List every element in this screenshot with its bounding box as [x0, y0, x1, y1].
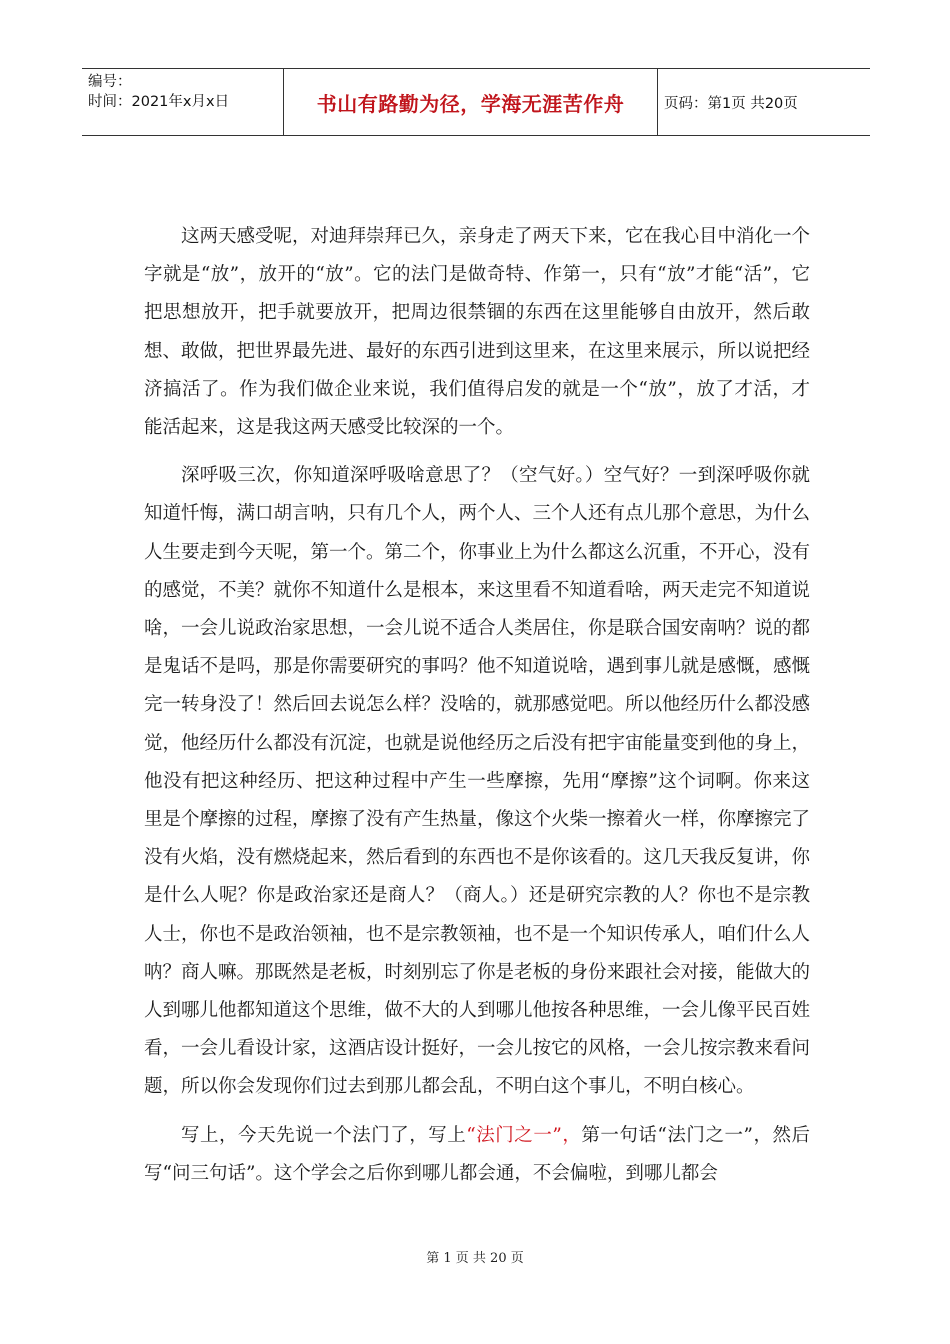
paragraph-2: 深呼吸三次，你知道深呼吸啥意思了？（空气好。）空气好？一到深呼吸你就知道忏悔，满口胡言呐，只有几个人，两个人、三个人还有点儿那个意思，为什么人生要走到今天呢，第一个。第二个，你事业上为什么都这么沉重，不开心，没有的感觉，不美？就你不知道什么是根本，来这里看不知道看啥，两天走完不知道说啥，一会儿说政治家思想，一会儿说不适合人类居住，你是联合国安南呐？说的都是鬼话不是吗，那是你需要研究的事吗？他不知道说啥，遇到事儿就是感慨，感慨完一转身没了！然后回去说怎么样？没啥的，就那感觉吧。所以他经历什么都没感觉，他经历什么都没有沉淀，也就是说他经历之后没有把宇宙能量变到他的身上，他没有把这种经历、把这种过程中产生一些摩擦，先用“摩擦”这个词啊。你来这里是个摩擦的过程，摩擦了没有产生热量，像这个火柴一擦着火一样，你摩擦完了没有火焰，没有燃烧起来，然后看到的东西也不是你该看的。这几天我反复讲，你是什么人呢？你是政治家还是商人？（商人。）还是研究宗教的人？你也不是宗教人士，你也不是政治领袖，也不是宗教领袖，也不是一个知识传承人，咱们什么人呐？商人嘛。那既然是老板，时刻别忘了你是老板的身份来跟社会对接，能做大的人到哪儿他都知道这个思维，做不大的人到哪儿他按各种思维，一会儿像平民百姓看，一会儿看设计家，这酒店设计挺好，一会儿按它的风格，一会儿按宗教来看问题，所以你会发现你们过去到那儿都会乱，不明白这个事儿，不明白核心。: [144, 465, 811, 1098]
header-page-info: 页码：第1页 共20页: [664, 95, 798, 112]
header-meta-cell: [82, 69, 284, 135]
page-footer: 第 1 页 共 20 页: [426, 1251, 524, 1266]
header-motto: 书山有路勤为径，学海无涯苦作舟: [284, 69, 658, 135]
paragraph-3-end: 第一句话“法门之一”，然后写“问三句话”。这个学会之后你到哪儿都会通，不会偏啦，到哪儿都会: [144, 1124, 811, 1184]
paragraph-1: 这两天感受呢，对迪拜崇拜已久，亲身走了两天下来，它在我心目中消化一个字就是“放”，放开的“放”。它的法门是做奇特、作第一，只有“放”才能“活”，它把思想放开，把手就要放开，把周边很禁锢的东西在这里能够自由放开，然后敢想、敢做，把世界最先进、最好的东西引进到这里来，在这里来展示，所以说把经济搞活了。作为我们做企业来说，我们值得启发的就是一个“放”，放了才活，才能活起来，这是我这两天感受比较深的一个。: [144, 226, 811, 439]
paragraph-3: [144, 1117, 810, 1193]
document-body: [144, 218, 810, 1203]
number-label: 编号：: [88, 74, 132, 90]
paragraph-3-start: 写上，今天先说一个法门了，写上: [181, 1124, 467, 1146]
date-label: 时间：2021年x月x日: [88, 94, 230, 110]
document-header: [82, 68, 870, 136]
highlight-text: “法门之一”，: [466, 1124, 582, 1146]
